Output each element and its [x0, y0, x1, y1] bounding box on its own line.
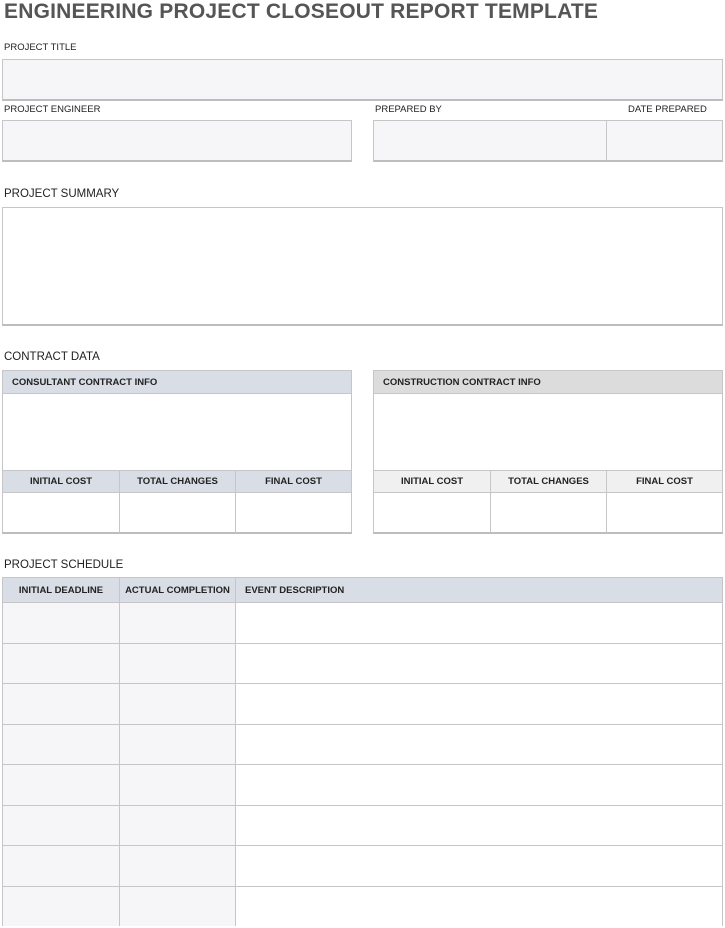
- event-description-cell[interactable]: [236, 887, 722, 927]
- project-schedule-heading: PROJECT SCHEDULE: [4, 559, 124, 571]
- actual-completion-cell[interactable]: [120, 684, 236, 724]
- date-prepared-label: DATE PREPARED: [628, 104, 707, 115]
- initial-deadline-cell[interactable]: [3, 846, 120, 886]
- event-description-cell[interactable]: [236, 684, 722, 724]
- consultant-total-changes-field[interactable]: [120, 493, 236, 533]
- schedule-row: [3, 683, 722, 724]
- consultant-total-changes-header: TOTAL CHANGES: [120, 471, 236, 492]
- initial-deadline-cell[interactable]: [3, 603, 120, 643]
- event-description-cell[interactable]: [236, 603, 722, 643]
- initial-deadline-cell[interactable]: [3, 887, 120, 927]
- construction-total-changes-header: TOTAL CHANGES: [491, 471, 607, 492]
- consultant-contract-table: [2, 370, 352, 534]
- construction-total-changes-field[interactable]: [491, 493, 607, 533]
- schedule-row: [3, 643, 722, 684]
- prepared-by-label: PREPARED BY: [375, 104, 442, 115]
- date-prepared-field[interactable]: [606, 120, 723, 162]
- construction-cost-header-row: [374, 470, 722, 493]
- actual-completion-cell[interactable]: [120, 765, 236, 805]
- event-description-cell[interactable]: [236, 806, 722, 846]
- event-description-cell[interactable]: [236, 846, 722, 886]
- actual-completion-cell[interactable]: [120, 887, 236, 927]
- event-description-cell[interactable]: [236, 725, 722, 765]
- project-summary-heading: PROJECT SUMMARY: [4, 188, 120, 200]
- consultant-initial-cost-header: INITIAL COST: [3, 471, 120, 492]
- actual-completion-cell[interactable]: [120, 644, 236, 684]
- schedule-row: [3, 886, 722, 927]
- event-description-cell[interactable]: [236, 644, 722, 684]
- construction-contract-header: CONSTRUCTION CONTRACT INFO: [374, 371, 722, 394]
- event-description-cell[interactable]: [236, 765, 722, 805]
- consultant-cost-header-row: [3, 470, 351, 493]
- actual-completion-cell[interactable]: [120, 603, 236, 643]
- consultant-contract-info-field[interactable]: [3, 394, 351, 470]
- prepared-by-field[interactable]: [373, 120, 607, 162]
- initial-deadline-cell[interactable]: [3, 725, 120, 765]
- project-title-label: PROJECT TITLE: [4, 42, 77, 53]
- schedule-header-row: [3, 578, 722, 602]
- schedule-row: [3, 845, 722, 886]
- construction-final-cost-header: FINAL COST: [636, 476, 693, 487]
- project-schedule-table: [2, 577, 723, 926]
- project-engineer-label: PROJECT ENGINEER: [4, 104, 101, 115]
- construction-final-cost-field[interactable]: [607, 493, 722, 533]
- initial-deadline-header: INITIAL DEADLINE: [3, 578, 120, 602]
- construction-contract-info-field[interactable]: [374, 394, 722, 470]
- schedule-row: [3, 602, 722, 643]
- schedule-row: [3, 764, 722, 805]
- project-engineer-field[interactable]: [2, 120, 352, 162]
- schedule-row: [3, 805, 722, 846]
- initial-deadline-cell[interactable]: [3, 806, 120, 846]
- consultant-initial-cost-field[interactable]: [3, 493, 120, 533]
- schedule-body: [3, 602, 722, 925]
- project-summary-field[interactable]: [2, 207, 723, 326]
- initial-deadline-cell[interactable]: [3, 644, 120, 684]
- actual-completion-header: ACTUAL COMPLETION: [120, 578, 236, 602]
- actual-completion-cell[interactable]: [120, 725, 236, 765]
- actual-completion-cell[interactable]: [120, 806, 236, 846]
- contract-data-heading: CONTRACT DATA: [4, 351, 100, 363]
- consultant-final-cost-field[interactable]: [236, 493, 351, 533]
- initial-deadline-cell[interactable]: [3, 684, 120, 724]
- project-title-field[interactable]: [2, 59, 723, 101]
- construction-initial-cost-field[interactable]: [374, 493, 491, 533]
- event-description-header: EVENT DESCRIPTION: [245, 584, 345, 596]
- consultant-contract-header: CONSULTANT CONTRACT INFO: [3, 371, 351, 394]
- construction-initial-cost-header: INITIAL COST: [374, 471, 491, 492]
- construction-cost-values-row: [374, 493, 722, 533]
- construction-contract-table: [373, 370, 723, 534]
- initial-deadline-cell[interactable]: [3, 765, 120, 805]
- page-title: ENGINEERING PROJECT CLOSEOUT REPORT TEMPLATE: [4, 0, 599, 23]
- actual-completion-cell[interactable]: [120, 846, 236, 886]
- schedule-row: [3, 724, 722, 765]
- consultant-cost-values-row: [3, 493, 351, 533]
- consultant-final-cost-header: FINAL COST: [265, 476, 322, 487]
